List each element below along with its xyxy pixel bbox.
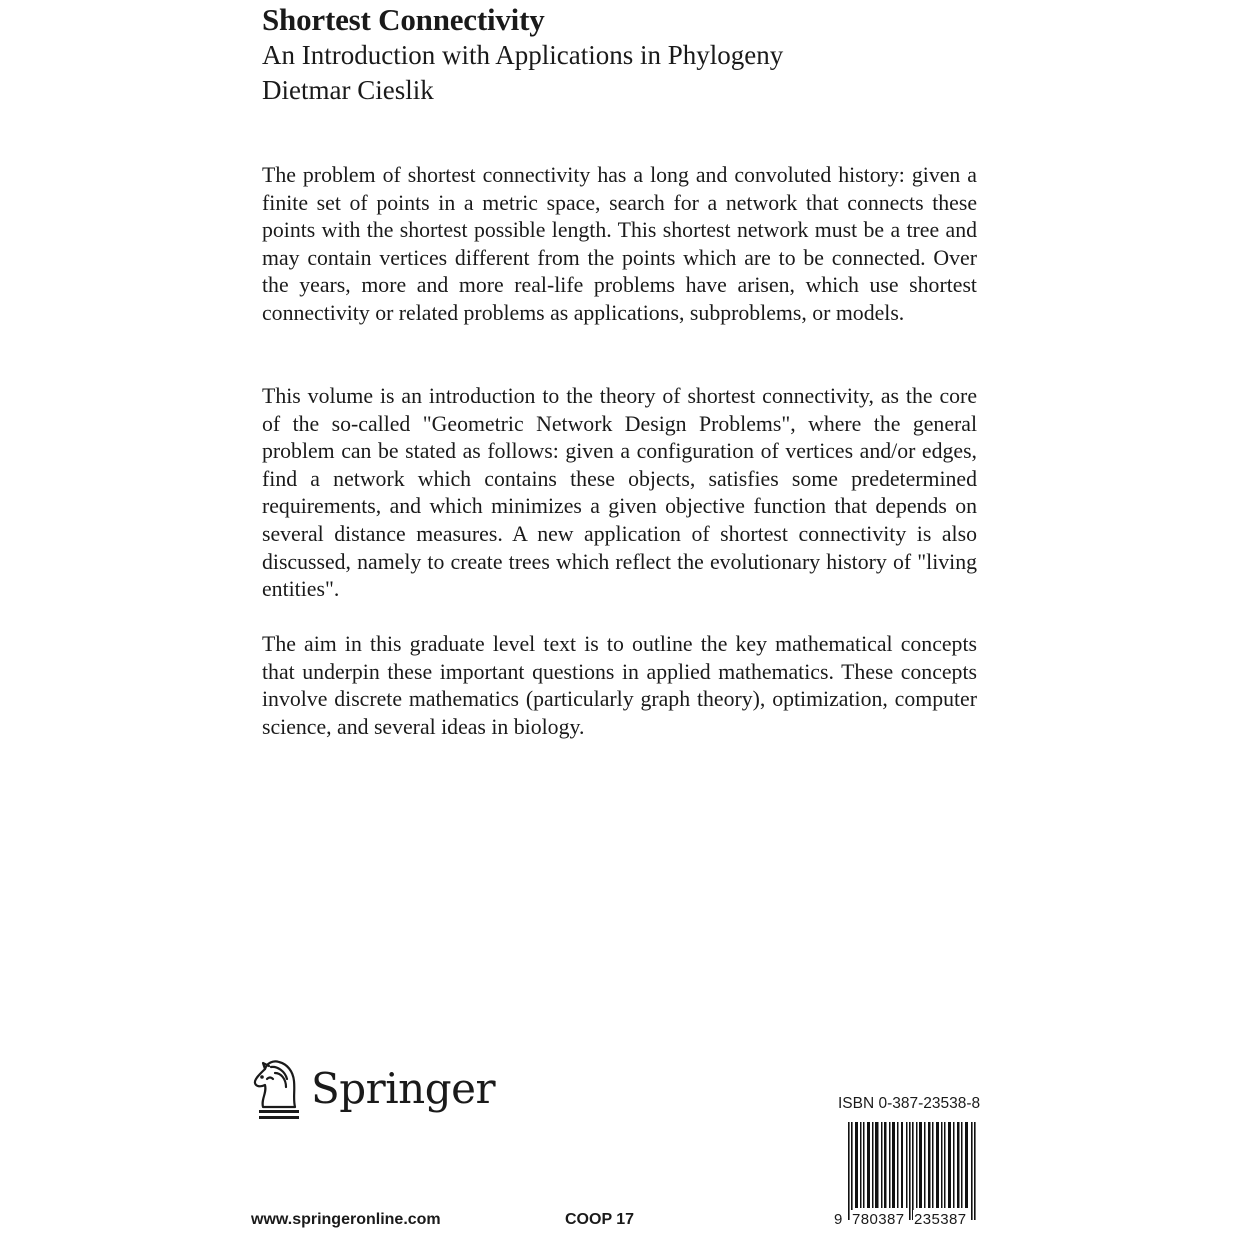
- book-title: Shortest Connectivity: [262, 2, 545, 37]
- barcode-digits: [834, 1210, 984, 1230]
- knight-horse-icon: [251, 1057, 305, 1121]
- series-code: COOP 17: [565, 1211, 635, 1228]
- isbn-label: ISBN 0-387-23538-8: [838, 1095, 981, 1112]
- isbn-barcode: [834, 1122, 984, 1232]
- springer-wordmark: Springer: [311, 1064, 496, 1113]
- barcode-bars: [848, 1122, 983, 1220]
- springer-logo: [251, 1057, 496, 1123]
- publisher-website-link[interactable]: www.springeronline.com: [251, 1211, 441, 1228]
- description-paragraph-3: The aim in this graduate level text is to outline the key mathematical concepts that underpin these important questions in applied mathematics. These concepts involve discrete mathematics (particularly graph theory), optimization, computer science, and several ideas in biology.: [262, 632, 977, 739]
- barcode-lead-digit: 9: [834, 1211, 843, 1228]
- book-subtitle: An Introduction with Applications in Phylogeny: [262, 40, 784, 70]
- description-paragraph-1: The problem of shortest connectivity has a long and convoluted history: given a finite set of points in a metric space, search for a network that connects these points with the shortest possible length. This shortest network must be a tree and may contain vertices different from the points which are to be connected. Over the years, more and more real-life problems have arisen, which use shortest connectivity or related problems as applications, subproblems, or models.: [262, 163, 977, 325]
- barcode-right-group: 235387: [914, 1211, 967, 1228]
- description-paragraph-2: This volume is an introduction to the theory of shortest connectivity, as the core of the so-called "Geometric Network Design Problems", where the general problem can be stated as follows: given a configuration of vertices and/or edges, find a network which contains these objects, satisfies some predetermined requirements, and which minimizes a given objective function that depends on several distance measures. A new application of shortest connectivity is also discussed, namely to create trees which reflect the evolutionary history of "living entities".: [262, 384, 977, 602]
- book-author: Dietmar Cieslik: [262, 75, 434, 105]
- barcode-left-group: 780387: [852, 1211, 905, 1228]
